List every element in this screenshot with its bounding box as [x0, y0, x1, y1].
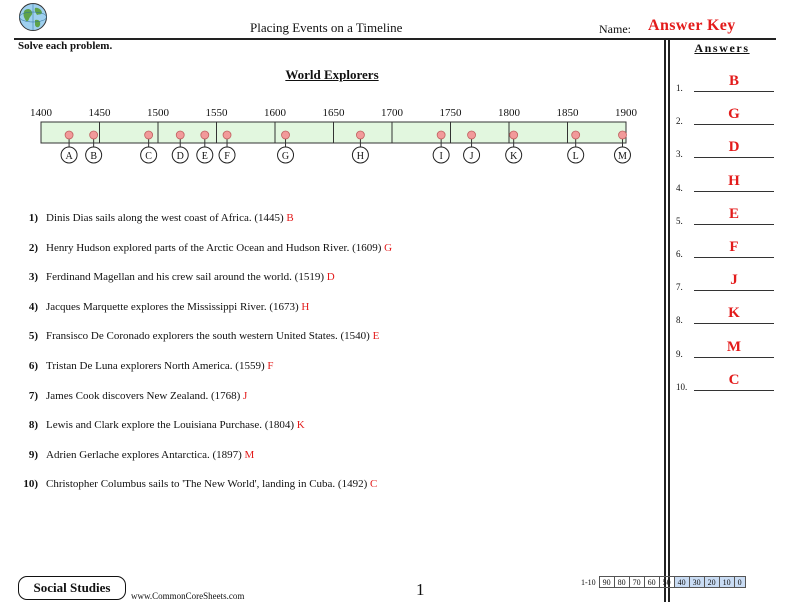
- marker-label: L: [572, 151, 579, 162]
- answer-blank-line: [694, 224, 774, 225]
- question-answer: D: [326, 271, 335, 284]
- timeline-tick-label: 1500: [147, 107, 169, 119]
- answer-blank-line: [694, 257, 774, 258]
- answer-blank-line: [694, 390, 774, 391]
- marker-dot: [437, 131, 445, 139]
- timeline: [20, 102, 660, 170]
- question-number: 10): [23, 478, 38, 491]
- question-text: Fransisco De Coronado explorers the south western United States. (1540) E: [46, 330, 380, 343]
- marker-label: D: [176, 151, 184, 162]
- marker-label: E: [201, 151, 208, 162]
- footer-url: www.CommonCoreSheets.com: [131, 591, 245, 601]
- score-table: [578, 576, 746, 588]
- question-answer: K: [296, 419, 305, 432]
- question-text: Tristan De Luna explorers North America. (1559) F: [46, 360, 274, 372]
- answer-value: K: [728, 305, 740, 322]
- marker-dot: [90, 131, 98, 139]
- answer-number: 10.: [676, 381, 688, 392]
- marker-label: G: [281, 151, 290, 162]
- answer-number: 2.: [676, 116, 683, 127]
- column-divider: [668, 38, 670, 602]
- question-text: Jacques Marquette explores the Mississippi River. (1673) H: [46, 300, 310, 313]
- answer-number: 1.: [676, 83, 683, 93]
- answer-row: [672, 62, 778, 95]
- question-answer: G: [384, 241, 393, 254]
- answer-row: [672, 95, 778, 128]
- marker-label: K: [510, 151, 518, 162]
- timeline-tick-label: 1850: [556, 107, 579, 119]
- question-answer: F: [267, 360, 274, 372]
- answer-value: D: [728, 139, 740, 156]
- timeline-title: World Explorers: [285, 67, 379, 82]
- answer-row: [672, 162, 778, 195]
- marker-dot: [468, 131, 476, 139]
- question-text: Ferdinand Magellan and his crew sail around the world. (1519) D: [46, 271, 335, 284]
- marker-dot: [65, 131, 73, 139]
- instructions: Solve each problem.: [18, 40, 113, 52]
- marker-dot: [145, 131, 153, 139]
- answer-value: F: [729, 239, 739, 255]
- answer-blank-line: [694, 124, 774, 125]
- score-cell: 20: [704, 577, 719, 588]
- marker-dot: [282, 131, 290, 139]
- marker-label: I: [439, 151, 443, 162]
- name-label: Name:: [599, 22, 631, 36]
- question-text: James Cook discovers New Zealand. (1768) J: [46, 389, 248, 402]
- globe-icon: [18, 2, 48, 32]
- marker-dot: [356, 131, 364, 139]
- answer-row: [672, 328, 778, 361]
- answer-value: J: [730, 272, 738, 289]
- answer-blank-line: [694, 323, 774, 324]
- marker-label: H: [356, 151, 365, 162]
- column-divider: [664, 38, 666, 602]
- name-value: Answer Key: [648, 17, 736, 34]
- timeline-tick-label: 1800: [498, 107, 520, 119]
- answer-row: [672, 228, 778, 261]
- answer-number: 7.: [676, 282, 683, 293]
- answer-number: 5.: [676, 215, 683, 226]
- question-text: Adrien Gerlache explores Antarctica. (1897) M: [46, 448, 255, 461]
- question-answer: M: [244, 448, 255, 461]
- question-number: 3): [28, 271, 38, 284]
- score-cell: 10: [719, 577, 734, 588]
- answer-row: [672, 128, 778, 161]
- marker-label: M: [618, 151, 627, 162]
- page-number: 1: [416, 580, 425, 599]
- subject-badge: Social Studies: [18, 576, 126, 600]
- score-cell: 70: [629, 577, 644, 588]
- question-answer: B: [286, 212, 294, 224]
- marker-label: B: [90, 151, 97, 162]
- answer-number: 8.: [676, 315, 683, 326]
- answer-row: [672, 361, 778, 394]
- question-number: 4): [28, 300, 38, 313]
- answer-number: 9.: [676, 348, 683, 359]
- score-cell: 0: [734, 577, 745, 588]
- question-text: Henry Hudson explored parts of the Arctic Ocean and Hudson River. (1609) G: [46, 241, 393, 254]
- score-row: [578, 577, 745, 588]
- marker-dot: [201, 131, 209, 139]
- question-number: 9): [28, 448, 38, 461]
- answer-row: [672, 294, 778, 327]
- answer-number: 6.: [676, 249, 683, 259]
- marker-dot: [176, 131, 184, 139]
- answer-value: G: [728, 106, 740, 123]
- score-cell: 50: [659, 577, 674, 588]
- question-answer: C: [369, 478, 378, 491]
- marker-label: F: [224, 151, 230, 162]
- answer-value: H: [728, 172, 740, 189]
- timeline-tick-label: 1600: [264, 107, 286, 119]
- question-answer: J: [243, 389, 248, 402]
- question-number: 6): [28, 360, 38, 372]
- question-number: 7): [28, 389, 38, 402]
- answer-number: 4.: [676, 182, 683, 193]
- page-title: Placing Events on a Timeline: [250, 20, 403, 35]
- timeline-tick-label: 1400: [30, 107, 52, 119]
- question-answer: H: [301, 300, 310, 313]
- score-cell: 80: [614, 577, 629, 588]
- answer-value: C: [728, 371, 740, 388]
- answers-title: Answers: [694, 41, 750, 55]
- marker-dot: [572, 131, 580, 139]
- answer-blank-line: [694, 157, 774, 158]
- answer-value: M: [726, 338, 742, 355]
- question-answer: E: [372, 330, 380, 343]
- question-number: 1): [28, 212, 38, 224]
- question-text: Lewis and Clark explore the Louisiana Purchase. (1804) K: [46, 419, 305, 432]
- answer-row: [672, 195, 778, 228]
- timeline-tick-label: 1700: [381, 107, 403, 119]
- marker-dot: [618, 131, 626, 139]
- header-divider: [14, 38, 776, 40]
- marker-label: J: [469, 151, 474, 162]
- timeline-tick-label: 1450: [88, 107, 111, 119]
- timeline-tick-label: 1900: [615, 107, 637, 119]
- answer-row: [672, 261, 778, 294]
- score-cell: 40: [674, 577, 689, 588]
- answer-blank-line: [694, 357, 774, 358]
- answer-value: E: [728, 205, 739, 222]
- score-cell: 90: [599, 577, 614, 588]
- answer-blank-line: [694, 290, 774, 291]
- marker-dot: [510, 131, 518, 139]
- marker-label: A: [65, 151, 73, 162]
- score-cell: 30: [689, 577, 704, 588]
- timeline-tick-label: 1750: [439, 107, 462, 119]
- question-number: 5): [28, 330, 38, 343]
- marker-dot: [223, 131, 231, 139]
- answer-number: 3.: [676, 149, 683, 160]
- timeline-tick-label: 1550: [205, 107, 228, 119]
- question-text: Christopher Columbus sails to 'The New World', landing in Cuba. (1492) C: [46, 478, 378, 491]
- question-text: Dinis Dias sails along the west coast of Africa. (1445) B: [46, 212, 294, 224]
- score-cell: 60: [644, 577, 659, 588]
- timeline-tick-label: 1650: [322, 107, 345, 119]
- question-number: 8): [28, 419, 38, 432]
- marker-label: C: [145, 151, 152, 162]
- answer-blank-line: [694, 91, 774, 92]
- score-label: 1-10: [581, 577, 596, 587]
- question-number: 2): [28, 241, 38, 254]
- answer-blank-line: [694, 191, 774, 192]
- answer-value: B: [728, 73, 739, 89]
